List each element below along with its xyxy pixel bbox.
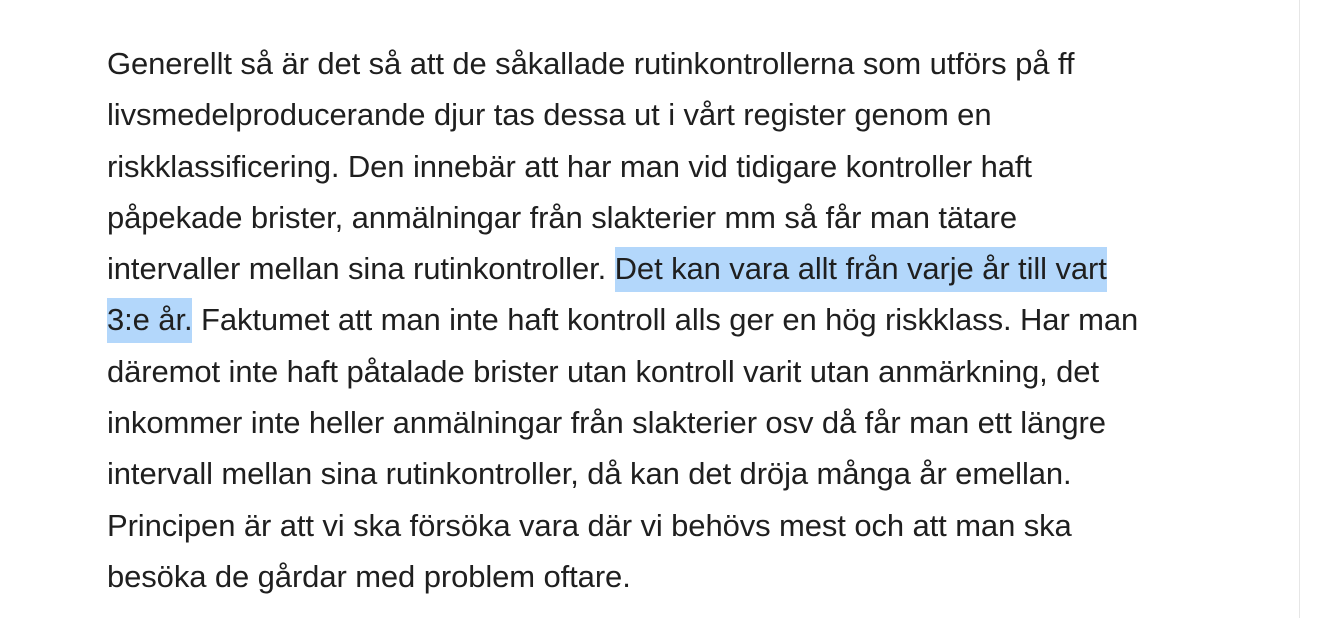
text-line-6-plain: Faktumet att man inte haft kontroll alls ger en hög riskklass. Har man bbox=[192, 302, 1139, 338]
text-line-8: inkommer inte heller anmälningar från slakterier osv då får man ett längre bbox=[107, 405, 1106, 441]
text-line-4: påpekade brister, anmälningar från slakterier mm så får man tätare bbox=[107, 199, 1018, 235]
paragraph[interactable] bbox=[107, 38, 1267, 602]
text-line-7: däremot inte haft påtalade brister utan kontroll varit utan anmärkning, det bbox=[107, 353, 1099, 389]
right-gutter bbox=[1300, 0, 1326, 618]
text-line-6 bbox=[107, 294, 1267, 345]
selected-text-part-2[interactable]: 3:e år. bbox=[107, 298, 192, 343]
text-line-3: riskklassificering. Den innebär att har man vid tidigare kontroller haft bbox=[107, 148, 1032, 184]
text-line-5 bbox=[107, 243, 1267, 294]
text-line-10: Principen är att vi ska försöka vara där vi behövs mest och att man ska bbox=[107, 507, 1072, 543]
text-line-1: Generellt så är det så att de såkallade rutinkontrollerna som utförs på ff bbox=[107, 46, 1075, 81]
text-line-2: livsmedelproducerande djur tas dessa ut i vårt register genom en bbox=[107, 97, 992, 133]
text-line-11: besöka de gårdar med problem oftare. bbox=[107, 558, 631, 594]
selected-text-part-1[interactable]: Det kan vara allt från varje år till vart bbox=[615, 247, 1107, 292]
text-line-9: intervall mellan sina rutinkontroller, då kan det dröja många år emellan. bbox=[107, 456, 1072, 492]
text-line-5-plain: intervaller mellan sina rutinkontroller. bbox=[107, 251, 615, 287]
